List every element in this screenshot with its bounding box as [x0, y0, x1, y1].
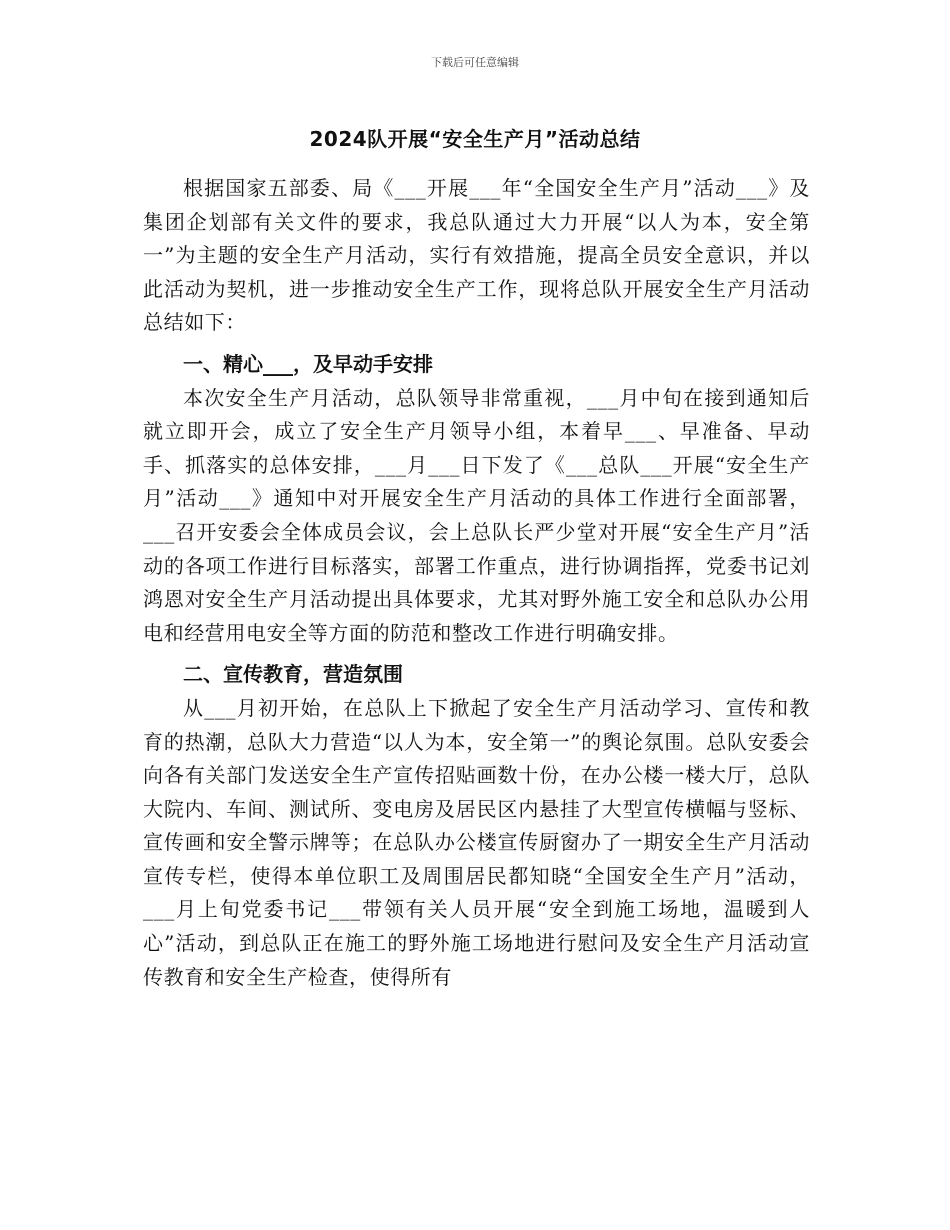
section-body-1: 本次安全生产月活动，总队领导非常重视，___月中旬在接到通知后就立即开会，成立了安全生产月领导小组，本着早___、早准备、早动手、抓落实的总体安排，___月___日下发了《___总队___开展“安全生产月”活动___》通知中对开展安全生产月活动的具体工作进行全面部署，___召开安委会全体成员会议，会上总队长严少堂对开展“安全生产月”活动的各项工作进行目标落实，部署工作重点，进行协调指挥，党委书记刘鸿恩对安全生产月活动提出具体要求，尤其对野外施工安全和总队办公用电和经营用电安全等方面的防范和整改工作进行明确安排。 — [143, 385, 810, 645]
section-heading-1: 一、精心___，及早动手安排 — [183, 351, 433, 376]
document-title: 2024队开展“安全生产月”活动总结 — [309, 127, 641, 151]
document-body — [143, 172, 810, 994]
section-heading-2: 二、宣传教育，营造氛围 — [183, 662, 403, 687]
header-note: 下载后可任意编辑 — [431, 56, 519, 69]
section-body-2: 从___月初开始，在总队上下掀起了安全生产月活动学习、宣传和教育的热潮，总队大力营造“以人为本，安全第一”的舆论氛围。总队安委会向各有关部门发送安全生产宣传招贴画数十份，在办公楼一楼大厅，总队大院内、车间、测试所、变电房及居民区内悬挂了大型宣传横幅与竖标、宣传画和安全警示牌等；在总队办公楼宣传厨窗办了一期安全生产月活动宣传专栏，使得本单位职工及周围居民都知晓“全国安全生产月”活动，___月上旬党委书记___带领有关人员开展“安全到施工场地，温暖到人心”活动，到总队正在施工的野外施工场地进行慰问及安全生产月活动宣传教育和安全生产检查，使得所有 — [143, 695, 810, 989]
intro-paragraph: 根据国家五部委、局《___开展___年“全国安全生产月”活动___》及集团企划部有关文件的要求，我总队通过大力开展“以人为本，安全第一”为主题的安全生产月活动，实行有效措施，提高全员安全意识，并以此活动为契机，进一步推动安全生产工作，现将总队开展安全生产月活动总结如下： — [143, 176, 810, 335]
